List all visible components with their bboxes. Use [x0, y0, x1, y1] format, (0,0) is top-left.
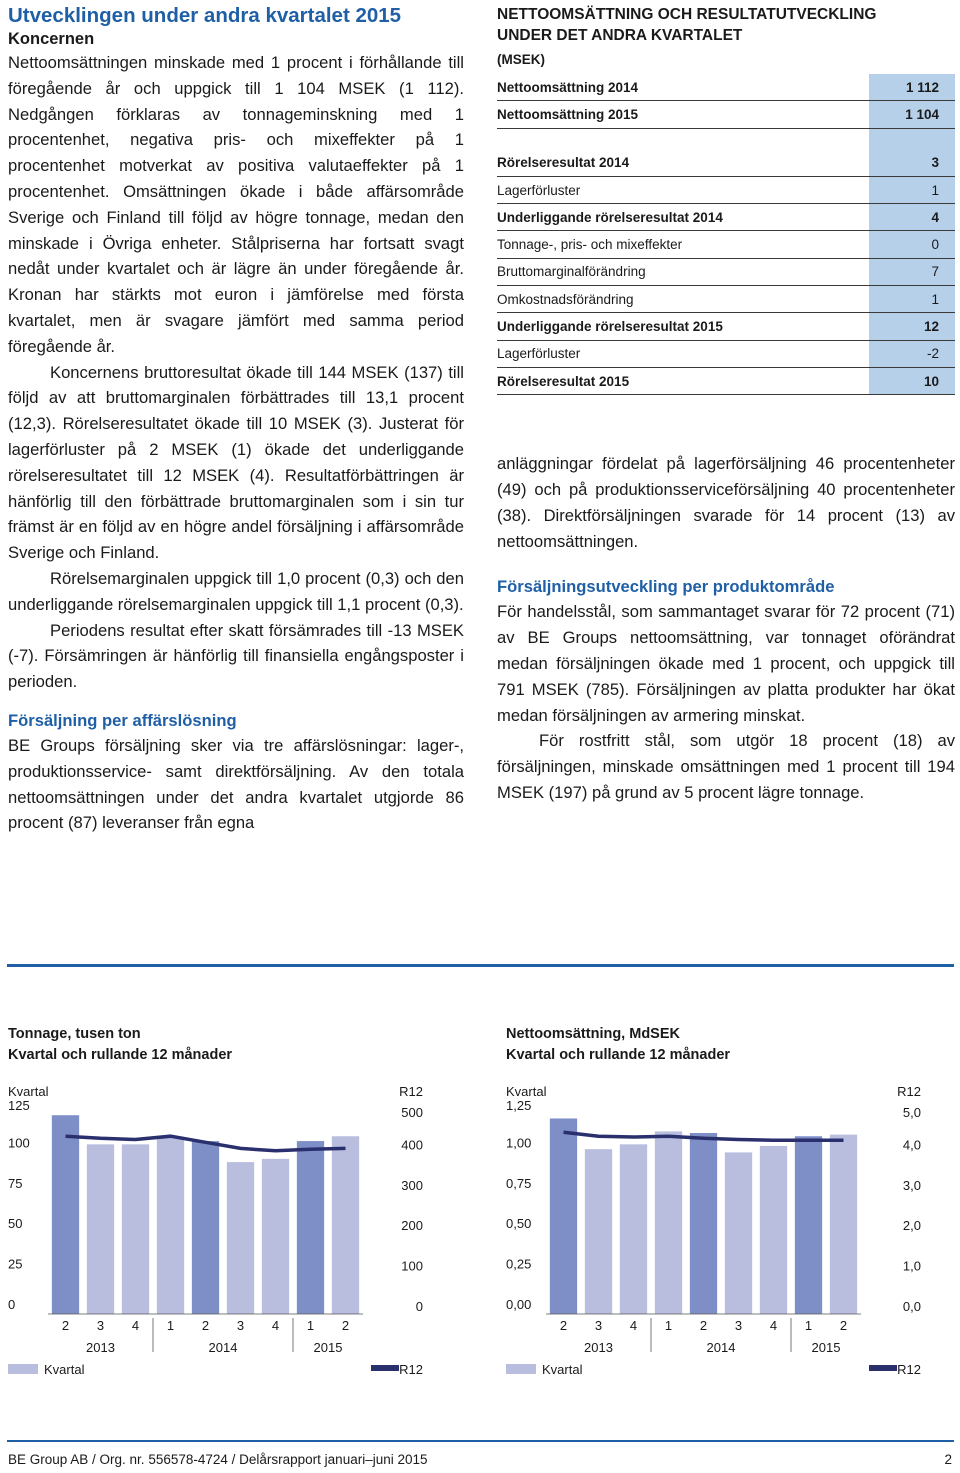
x-group-label: 2013	[86, 1340, 115, 1355]
y-tick-label-left: 75	[8, 1175, 23, 1191]
legend-swatch-r12	[371, 1365, 399, 1371]
y-tick-label-right: 1,0	[902, 1258, 921, 1274]
y-tick-label-right: 0	[415, 1299, 423, 1314]
section-subtitle: Koncernen	[8, 30, 95, 48]
bar-q-0	[52, 1115, 79, 1314]
paragraph: För handelsstål, som sammantaget svarar för 72 procent (71) av BE Groups nettoomsättning, var tonnaget oförändrat medan försäljningen ökade med 1 procent, och uppgick till 791 MSEK (785). Försäljningen av platta produkter har ökat medan försäljningen av armering minskat.	[497, 602, 955, 725]
y-tick-label-left: 0,00	[506, 1297, 532, 1312]
table-row-value: 4	[869, 204, 955, 230]
body-text-left	[8, 50, 464, 695]
table-row-label: Nettoomsättning 2015	[497, 106, 639, 122]
legend-label-kvartal: Kvartal	[542, 1362, 583, 1377]
legend-label-r12: R12	[897, 1362, 921, 1377]
page-number: 2	[944, 1452, 952, 1467]
table-row-value: 1 104	[869, 101, 955, 127]
x-tick-label: 3	[594, 1318, 603, 1333]
bar-q-2	[122, 1144, 149, 1314]
x-tick-label: 2	[341, 1318, 350, 1333]
y-tick-label-left: 1,25	[506, 1098, 532, 1113]
table-row-label: Bruttomarginalförändring	[497, 264, 646, 280]
table-row	[497, 231, 955, 258]
x-tick-label: 3	[734, 1318, 743, 1333]
table-row-value: 12	[869, 313, 955, 339]
right-column	[497, 4, 955, 806]
paragraph: Rörelsemarginalen uppgick till 1,0 procent (0,3) och den underliggande rörelsemarginalen uppgick till 1,1 procent (0,3).	[8, 568, 464, 614]
x-tick-label: 4	[629, 1318, 638, 1333]
chart-svg	[506, 1024, 936, 1384]
chart-subtitle: Kvartal och rullande 12 månader	[8, 1047, 233, 1063]
x-tick-label: 2	[839, 1318, 848, 1333]
x-group-label: 2013	[584, 1340, 613, 1355]
y-tick-label-right: 4,0	[902, 1137, 921, 1153]
table-row	[497, 74, 955, 101]
y-tick-label-left: 1,00	[506, 1135, 532, 1151]
x-group-label: 2014	[706, 1340, 736, 1355]
y-axis-left-label: Kvartal	[8, 1084, 49, 1099]
legend-swatch-kvartal	[8, 1364, 38, 1374]
table-row	[497, 368, 955, 395]
chart-title: Tonnage, tusen ton	[8, 1026, 141, 1042]
left-column	[8, 4, 464, 836]
legend-swatch-kvartal	[506, 1364, 536, 1374]
table-row-label: Nettoomsättning 2014	[497, 79, 639, 95]
x-tick-label: 2	[61, 1318, 70, 1333]
paragraph: BE Groups försäljning sker via tre affärslösningar: lager-, produktionsservice- samt direktförsäljning. Av den totala nettoomsättningen under det andra kvartalet utgjorde 86 procent (87) leveranser från egna	[8, 735, 464, 833]
x-tick-label: 4	[271, 1318, 280, 1333]
bar-q-6	[760, 1146, 787, 1314]
chart-subtitle: Kvartal och rullande 12 månader	[506, 1047, 731, 1063]
y-tick-label-left: 100	[8, 1135, 30, 1151]
y-axis-right-label: R12	[897, 1084, 921, 1099]
table-row-label: Omkostnadsförändring	[497, 291, 634, 307]
bar-q-1	[585, 1149, 612, 1314]
bar-q-7	[297, 1141, 324, 1314]
y-tick-label-right: 0,0	[902, 1299, 921, 1314]
x-tick-label: 1	[166, 1318, 175, 1333]
x-tick-label: 2	[559, 1318, 568, 1333]
table-row-value: 3	[869, 150, 955, 176]
bar-q-4	[690, 1133, 717, 1314]
paragraph: Koncernens bruttoresultat ökade till 144 MSEK (137) till följd av att bruttomarginalen förbättrades till 13,1 procent (12,3). Rörelseresultatet ökade till 10 MSEK (3). Justerat för lagerförluster på 2 MSEK (1) ökade det underliggande rörelseresultatet till 12 MSEK (4). Resultatförbättringen är hänförlig till den förbättrade bruttomarginalen som i sin tur främst är en följd av en högre andel försäljning i affärsområde Sverige och Finland.	[8, 362, 464, 563]
table-row	[497, 177, 955, 204]
section-heading: Försäljning per affärslösning	[8, 710, 237, 730]
section-divider	[7, 964, 954, 967]
bar-q-5	[725, 1152, 752, 1314]
chart-svg	[8, 1024, 438, 1384]
bar-q-2	[620, 1144, 647, 1314]
table-row-value: -2	[869, 341, 955, 367]
table-row-label: Lagerförluster	[497, 182, 581, 198]
x-tick-label: 4	[769, 1318, 778, 1333]
table-gap	[497, 129, 955, 150]
y-tick-label-left: 0,25	[506, 1256, 532, 1272]
table-row	[497, 101, 955, 128]
bar-q-6	[262, 1159, 289, 1314]
bar-q-7	[795, 1136, 822, 1314]
table-row-label: Underliggande rörelseresultat 2014	[497, 209, 723, 225]
x-tick-label: 3	[96, 1318, 105, 1333]
y-tick-label-left: 0	[8, 1297, 16, 1312]
y-tick-label-right: 100	[401, 1258, 423, 1274]
table-heading-line: NETTOOMSÄTTNING OCH RESULTATUTVECKLING	[497, 6, 877, 23]
table-row	[497, 204, 955, 231]
y-tick-label-right: 200	[401, 1218, 423, 1234]
x-tick-label: 2	[699, 1318, 708, 1333]
y-tick-label-right: 400	[401, 1137, 423, 1153]
table-row	[497, 286, 955, 313]
bar-q-5	[227, 1162, 254, 1314]
y-tick-label-right: 500	[401, 1105, 423, 1120]
y-tick-label-left: 125	[8, 1098, 30, 1113]
x-tick-label: 3	[236, 1318, 245, 1333]
y-axis-right-label: R12	[399, 1084, 423, 1099]
section-heading: Försäljningsutveckling per produktområde	[497, 577, 835, 597]
table-row	[497, 150, 955, 177]
table-row-label: Rörelseresultat 2014	[497, 155, 630, 171]
x-tick-label: 1	[664, 1318, 673, 1333]
bar-q-8	[332, 1136, 359, 1314]
page-title: Utvecklingen under andra kvartalet 2015	[8, 4, 402, 27]
x-tick-label: 4	[131, 1318, 140, 1333]
y-tick-label-right: 2,0	[902, 1218, 921, 1234]
table-row-value: 10	[869, 368, 955, 394]
table-row-value: 1 112	[869, 74, 955, 100]
paragraph: Periodens resultat efter skatt försämrades till -13 MSEK (-7). Försämringen är hänförlig till finansiella engångsposter i perioden.	[8, 620, 464, 692]
x-tick-label: 1	[306, 1318, 315, 1333]
bar-q-0	[550, 1118, 577, 1314]
y-tick-label-right: 5,0	[902, 1105, 921, 1120]
table-row-label: Underliggande rörelseresultat 2015	[497, 319, 723, 335]
paragraph: För rostfritt stål, som utgör 18 procent (18) av försäljningen, minskade omsättningen med 1 procent till 194 MSEK (197) på grund av 5 procent lägre tonnage.	[497, 731, 955, 803]
x-group-label: 2015	[313, 1340, 343, 1355]
y-tick-label-right: 300	[401, 1177, 423, 1193]
y-tick-label-left: 0,50	[506, 1216, 532, 1232]
bar-q-4	[192, 1141, 219, 1314]
body-text-left-2	[8, 733, 464, 836]
table-row	[497, 313, 955, 340]
table-row-label: Lagerförluster	[497, 346, 581, 362]
table-row-value: 1	[869, 177, 955, 203]
table-heading	[497, 4, 955, 46]
table-row-label: Tonnage-, pris- och mixeffekter	[497, 237, 683, 253]
bar-q-3	[655, 1131, 682, 1314]
y-tick-label-right: 3,0	[902, 1177, 921, 1193]
table-row-value: 7	[869, 259, 955, 285]
footer-text: BE Group AB / Org. nr. 556578-4724 / Delårsrapport januari–juni 2015	[8, 1452, 428, 1467]
table-row-value: 0	[869, 231, 955, 257]
tonnage-chart	[8, 1024, 438, 1384]
y-tick-label-left: 25	[8, 1256, 23, 1272]
table-unit: (MSEK)	[497, 52, 545, 67]
paragraph: anläggningar fördelat på lagerförsäljning 46 procentenheter (49) och på produktionsserviceförsäljning 40 procentenheter (38). Direktförsäljningen svarade för 14 procent (13) av nettoomsättningen.	[497, 454, 955, 551]
table-heading-line: UNDER DET ANDRA KVARTALET	[497, 27, 743, 44]
chart-title: Nettoomsättning, MdSEK	[506, 1026, 680, 1042]
x-tick-label: 1	[804, 1318, 813, 1333]
table-row	[497, 259, 955, 286]
paragraph: Nettoomsättningen minskade med 1 procent i förhållande till föregående år och uppgick till 1 104 MSEK (1 112). Nedgången förklaras av tonnageminskning med 1 procentenhet, negativa pris- och mixeffekter på 1 procentenhet motverkat av positiva valutaeffekter på 1 procentenhet. Omsättningen ökade i både affärsområde Sverige och Finland till följd av högre tonnage, medan den minskade i Övriga enheter. Stålpriserna har fortsatt svagt nedåt under kvartalet och är lägre än under föregående år. Kronan har stärkts mot euron i jämförelse med första kvartalet, men är svagare jämfört med samma period föregående år.	[8, 53, 464, 356]
bar-q-8	[830, 1135, 857, 1314]
x-group-label: 2014	[208, 1340, 238, 1355]
legend-swatch-r12	[869, 1365, 897, 1371]
y-tick-label-left: 0,75	[506, 1175, 532, 1191]
table-row-value: 1	[869, 286, 955, 312]
y-axis-left-label: Kvartal	[506, 1084, 547, 1099]
bar-q-3	[157, 1138, 184, 1314]
body-text-right-2	[497, 599, 955, 805]
result-table	[497, 74, 955, 395]
x-group-label: 2015	[811, 1340, 841, 1355]
footer-divider	[7, 1440, 954, 1442]
y-tick-label-left: 50	[8, 1216, 23, 1232]
bar-q-1	[87, 1144, 114, 1314]
table-row	[497, 341, 955, 368]
legend-label-r12: R12	[399, 1362, 423, 1377]
table-row-label: Rörelseresultat 2015	[497, 373, 630, 389]
sales-chart	[506, 1024, 936, 1384]
x-tick-label: 2	[201, 1318, 210, 1333]
legend-label-kvartal: Kvartal	[44, 1362, 85, 1377]
body-text-right	[497, 451, 955, 554]
